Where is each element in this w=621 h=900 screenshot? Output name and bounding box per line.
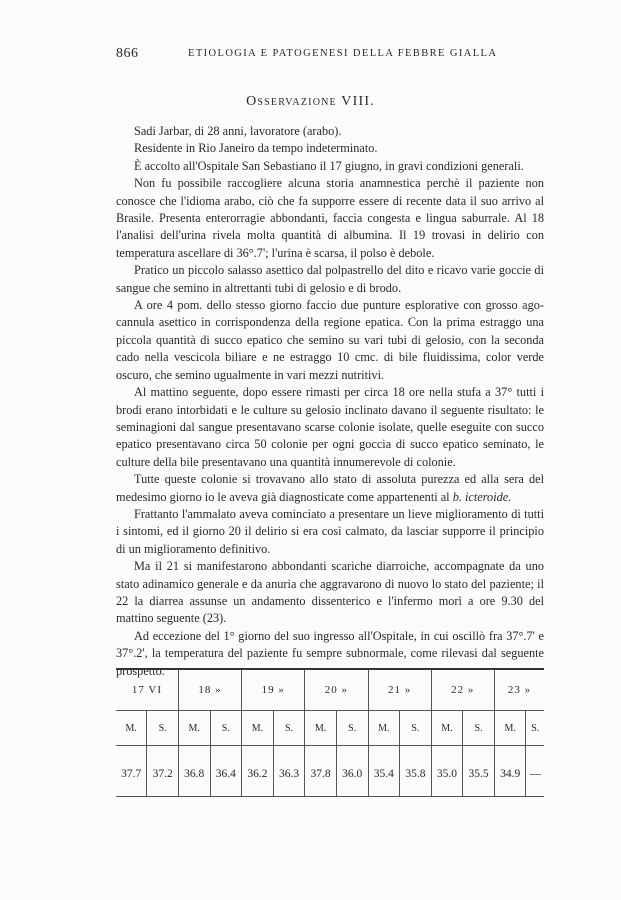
species-name: b. icteroide.	[452, 489, 512, 504]
date-cell: 17 VI	[116, 669, 178, 711]
temperature-table	[116, 668, 544, 797]
table-row-ms	[116, 711, 544, 746]
paragraph-residence: Residente in Rio Janeiro da tempo indeterminato.	[134, 141, 378, 156]
morning-header: M.	[242, 711, 274, 746]
morning-header: M.	[305, 711, 337, 746]
table-row-values	[116, 752, 544, 797]
temp-value: 34.9	[494, 752, 526, 797]
temp-value: 35.4	[368, 752, 400, 797]
evening-header: S.	[210, 711, 242, 746]
paragraph-punture: A ore 4 pom. dello stesso giorno faccio due punture esplorative con grosso ago-cannula asettico in corrispondenza della regione epatica. Con la prima estraggo una piccola quantità di succo epatico che semino su vari tubi di gelosio, con la seconda cado nella vescicola biliare e ne estraggo 10 cmc. di bile fluidissima, color verde oscuro, che semino ugualmente in vari mezzi nutritivi.	[116, 298, 544, 382]
paragraph-temperatura: Ad eccezione del 1° giorno del suo ingresso all'Ospitale, in cui oscillò fra 37°.7' e 37°.2', la temperatura del paziente fu sempre subnormale, come rilevasi dal seguente prospetto.	[116, 628, 544, 678]
morning-header: M.	[431, 711, 463, 746]
page-number: 866	[116, 46, 139, 61]
body-text	[116, 123, 544, 680]
date-cell: 22 »	[431, 669, 494, 711]
date-cell: 20 »	[305, 669, 368, 711]
temp-value: 36.2	[242, 752, 274, 797]
table-row-dates	[116, 669, 544, 711]
temp-value: 36.0	[336, 752, 368, 797]
date-cell: 19 »	[242, 669, 305, 711]
temp-value: 36.4	[210, 752, 242, 797]
paragraph-diarrea: Ma il 21 si manifestarono abbondanti scariche diarroiche, accompagnate da uno stato adinamico generale e da anuria che aggravarono di nuovo lo stato del paziente; il 22 la diarrea assunse un andamento dissenterico e l'infermo morì a ore 9.30 del mattino seguente (23).	[116, 559, 544, 626]
morning-header: M.	[116, 711, 147, 746]
temp-value: —	[526, 752, 544, 797]
evening-header: S.	[336, 711, 368, 746]
temp-value: 36.3	[273, 752, 305, 797]
evening-header: S.	[526, 711, 544, 746]
evening-header: S.	[400, 711, 432, 746]
temp-value: 36.8	[178, 752, 210, 797]
evening-header: S.	[147, 711, 179, 746]
temp-value: 37.8	[305, 752, 337, 797]
temp-value: 35.8	[400, 752, 432, 797]
paragraph-miglioramento: Frattanto l'ammalato aveva cominciato a presentare un lieve miglioramento di tutti i sintomi, ed il giorno 20 il delirio si era così calmato, da lasciar supporre il principio di un miglioramento definitivo.	[116, 506, 544, 556]
morning-header: M.	[368, 711, 400, 746]
paragraph-colonie	[116, 471, 544, 506]
date-cell: 21 »	[368, 669, 431, 711]
morning-header: M.	[494, 711, 526, 746]
running-title: ETIOLOGIA E PATOGENESI DELLA FEBBRE GIALLA	[188, 48, 498, 59]
morning-header: M.	[178, 711, 210, 746]
evening-header: S.	[273, 711, 305, 746]
paragraph-anamnesis: Non fu possibile raccogliere alcuna storia anamnestica perchè il paziente non conosce che l'idioma arabo, ciò che fa supporre essere di recente data il suo arrivo al Brasile. Presenta enterorragie abbondanti, faccia congesta e lingua saburrale. Al 18 l'analisi dell'urina rivela molta quantità di albumina. Il 19 trovasi in delirio con temperatura ascellare di 36°.7'; l'urina è scarsa, il polso è debole.	[116, 176, 544, 260]
temp-value: 37.2	[147, 752, 179, 797]
evening-header: S.	[463, 711, 495, 746]
paragraph-patient: Sadi Jarbar, di 28 anni, lavoratore (arabo).	[134, 124, 342, 138]
temp-value: 37.7	[116, 752, 147, 797]
temp-value: 35.5	[463, 752, 495, 797]
colonie-text: Tutte queste colonie si trovavano allo stato di assoluta purezza ed alla sera del medesimo giorno io le aveva già diagnosticate come appartenenti al	[116, 472, 544, 504]
paragraph-salasso: Pratico un piccolo salasso asettico dal polpastrello del dito e ricavo varie goccie di sangue che semino in altrettanti tubi di gelosio e di brodo.	[116, 263, 544, 295]
temp-value: 35.0	[431, 752, 463, 797]
paragraph-risultato: Al mattino seguente, dopo essere rimasti per circa 18 ore nella stufa a 37° tutti i brodi erano intorbidati e le culture su gelosio inclinato davano il seguente risultato: le seminagioni dal sangue presentavano scarse colonie isolate, quelle eseguite con succo epatico presentavano circa 50 colonie per ogni goccia di succo epatico seminato, le culture della bile presentavano una quantità innumerevole di colonie.	[116, 385, 544, 469]
date-cell: 18 »	[178, 669, 241, 711]
paragraph-admission: È accolto all'Ospitale San Sebastiano il 17 giugno, in gravi condizioni generali.	[134, 158, 524, 173]
section-title: Osservazione VIII.	[246, 94, 375, 109]
date-cell: 23 »	[494, 669, 544, 711]
